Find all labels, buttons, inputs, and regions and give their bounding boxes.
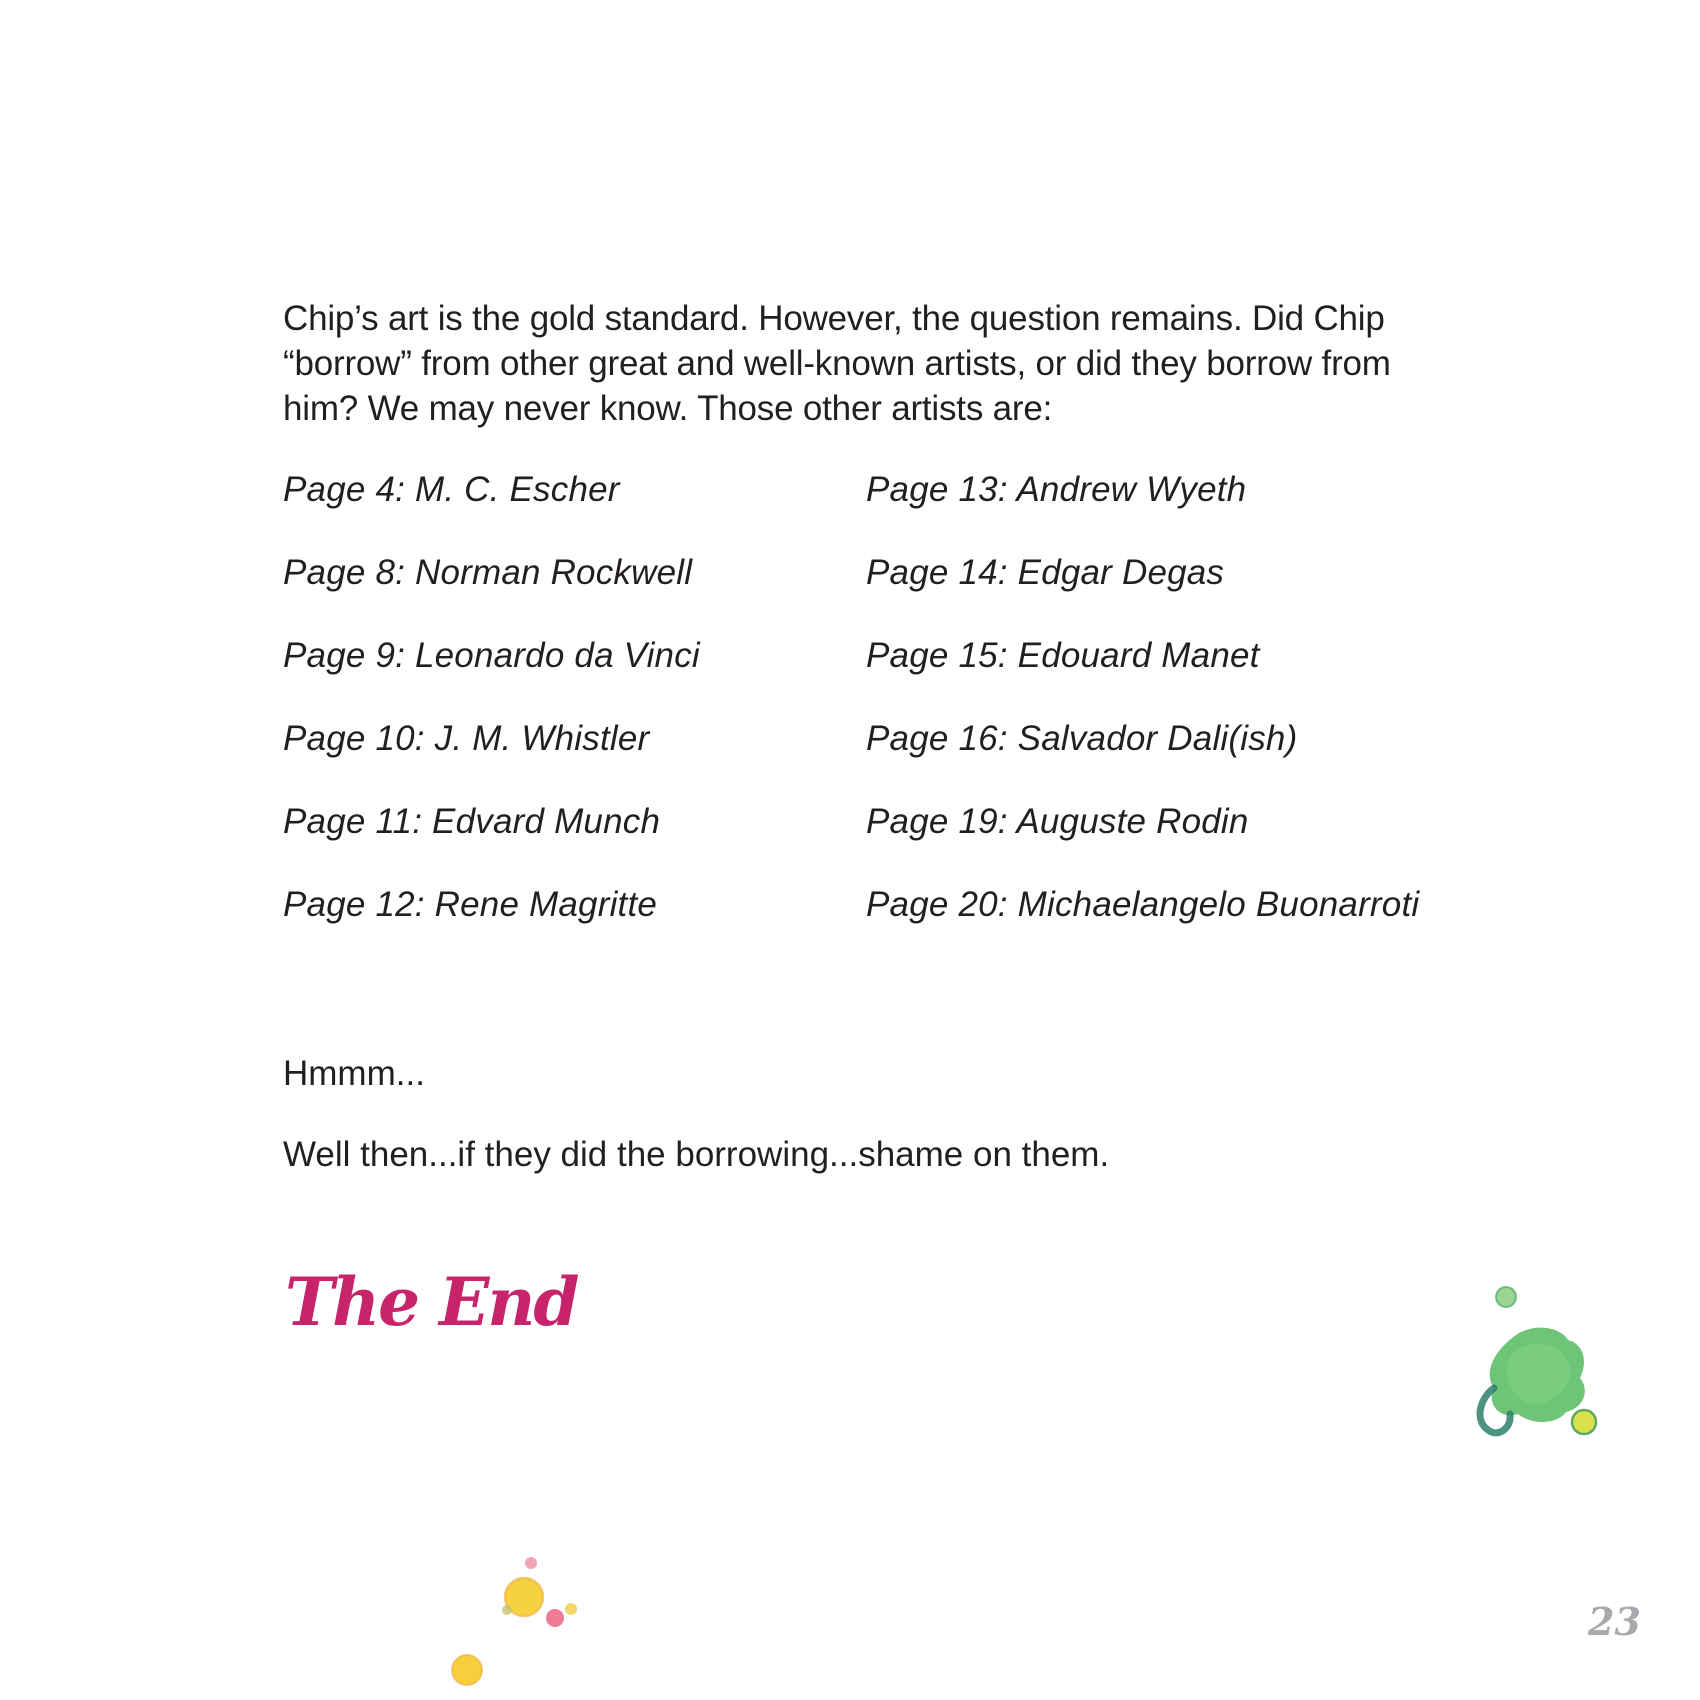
yellow-pink-splatter-icon: [452, 1557, 577, 1685]
credit-item: Page 16: Salvador Dali(ish): [866, 719, 1298, 758]
credit-item: Page 10: J. M. Whistler: [283, 719, 650, 758]
page-number: 23: [1588, 1599, 1641, 1644]
credit-item: Page 15: Edouard Manet: [866, 636, 1260, 675]
the-end-title: The End: [285, 1263, 578, 1341]
credit-item: Page 20: Michaelangelo Buonarroti: [866, 885, 1420, 924]
credit-item: Page 19: Auguste Rodin: [866, 802, 1249, 841]
credit-item: Page 11: Edvard Munch: [283, 802, 661, 841]
hmmm-text: Hmmm...: [283, 1054, 425, 1093]
green-splatter-icon: [1480, 1287, 1596, 1434]
credit-item: Page 9: Leonardo da Vinci: [283, 636, 700, 675]
credit-item: Page 13: Andrew Wyeth: [866, 470, 1247, 509]
closing-line: Well then...if they did the borrowing...shame on them.: [283, 1135, 1110, 1174]
credit-item: Page 8: Norman Rockwell: [283, 553, 693, 592]
credit-item: Page 4: M. C. Escher: [283, 470, 620, 509]
credit-item: Page 14: Edgar Degas: [866, 553, 1225, 592]
intro-paragraph: Chip’s art is the gold standard. However, the question remains. Did Chip “borrow” from other great and well-known artists, or did they borrow from him? We may never know. Those other artists are:: [283, 299, 1391, 428]
credit-item: Page 12: Rene Magritte: [283, 885, 658, 924]
